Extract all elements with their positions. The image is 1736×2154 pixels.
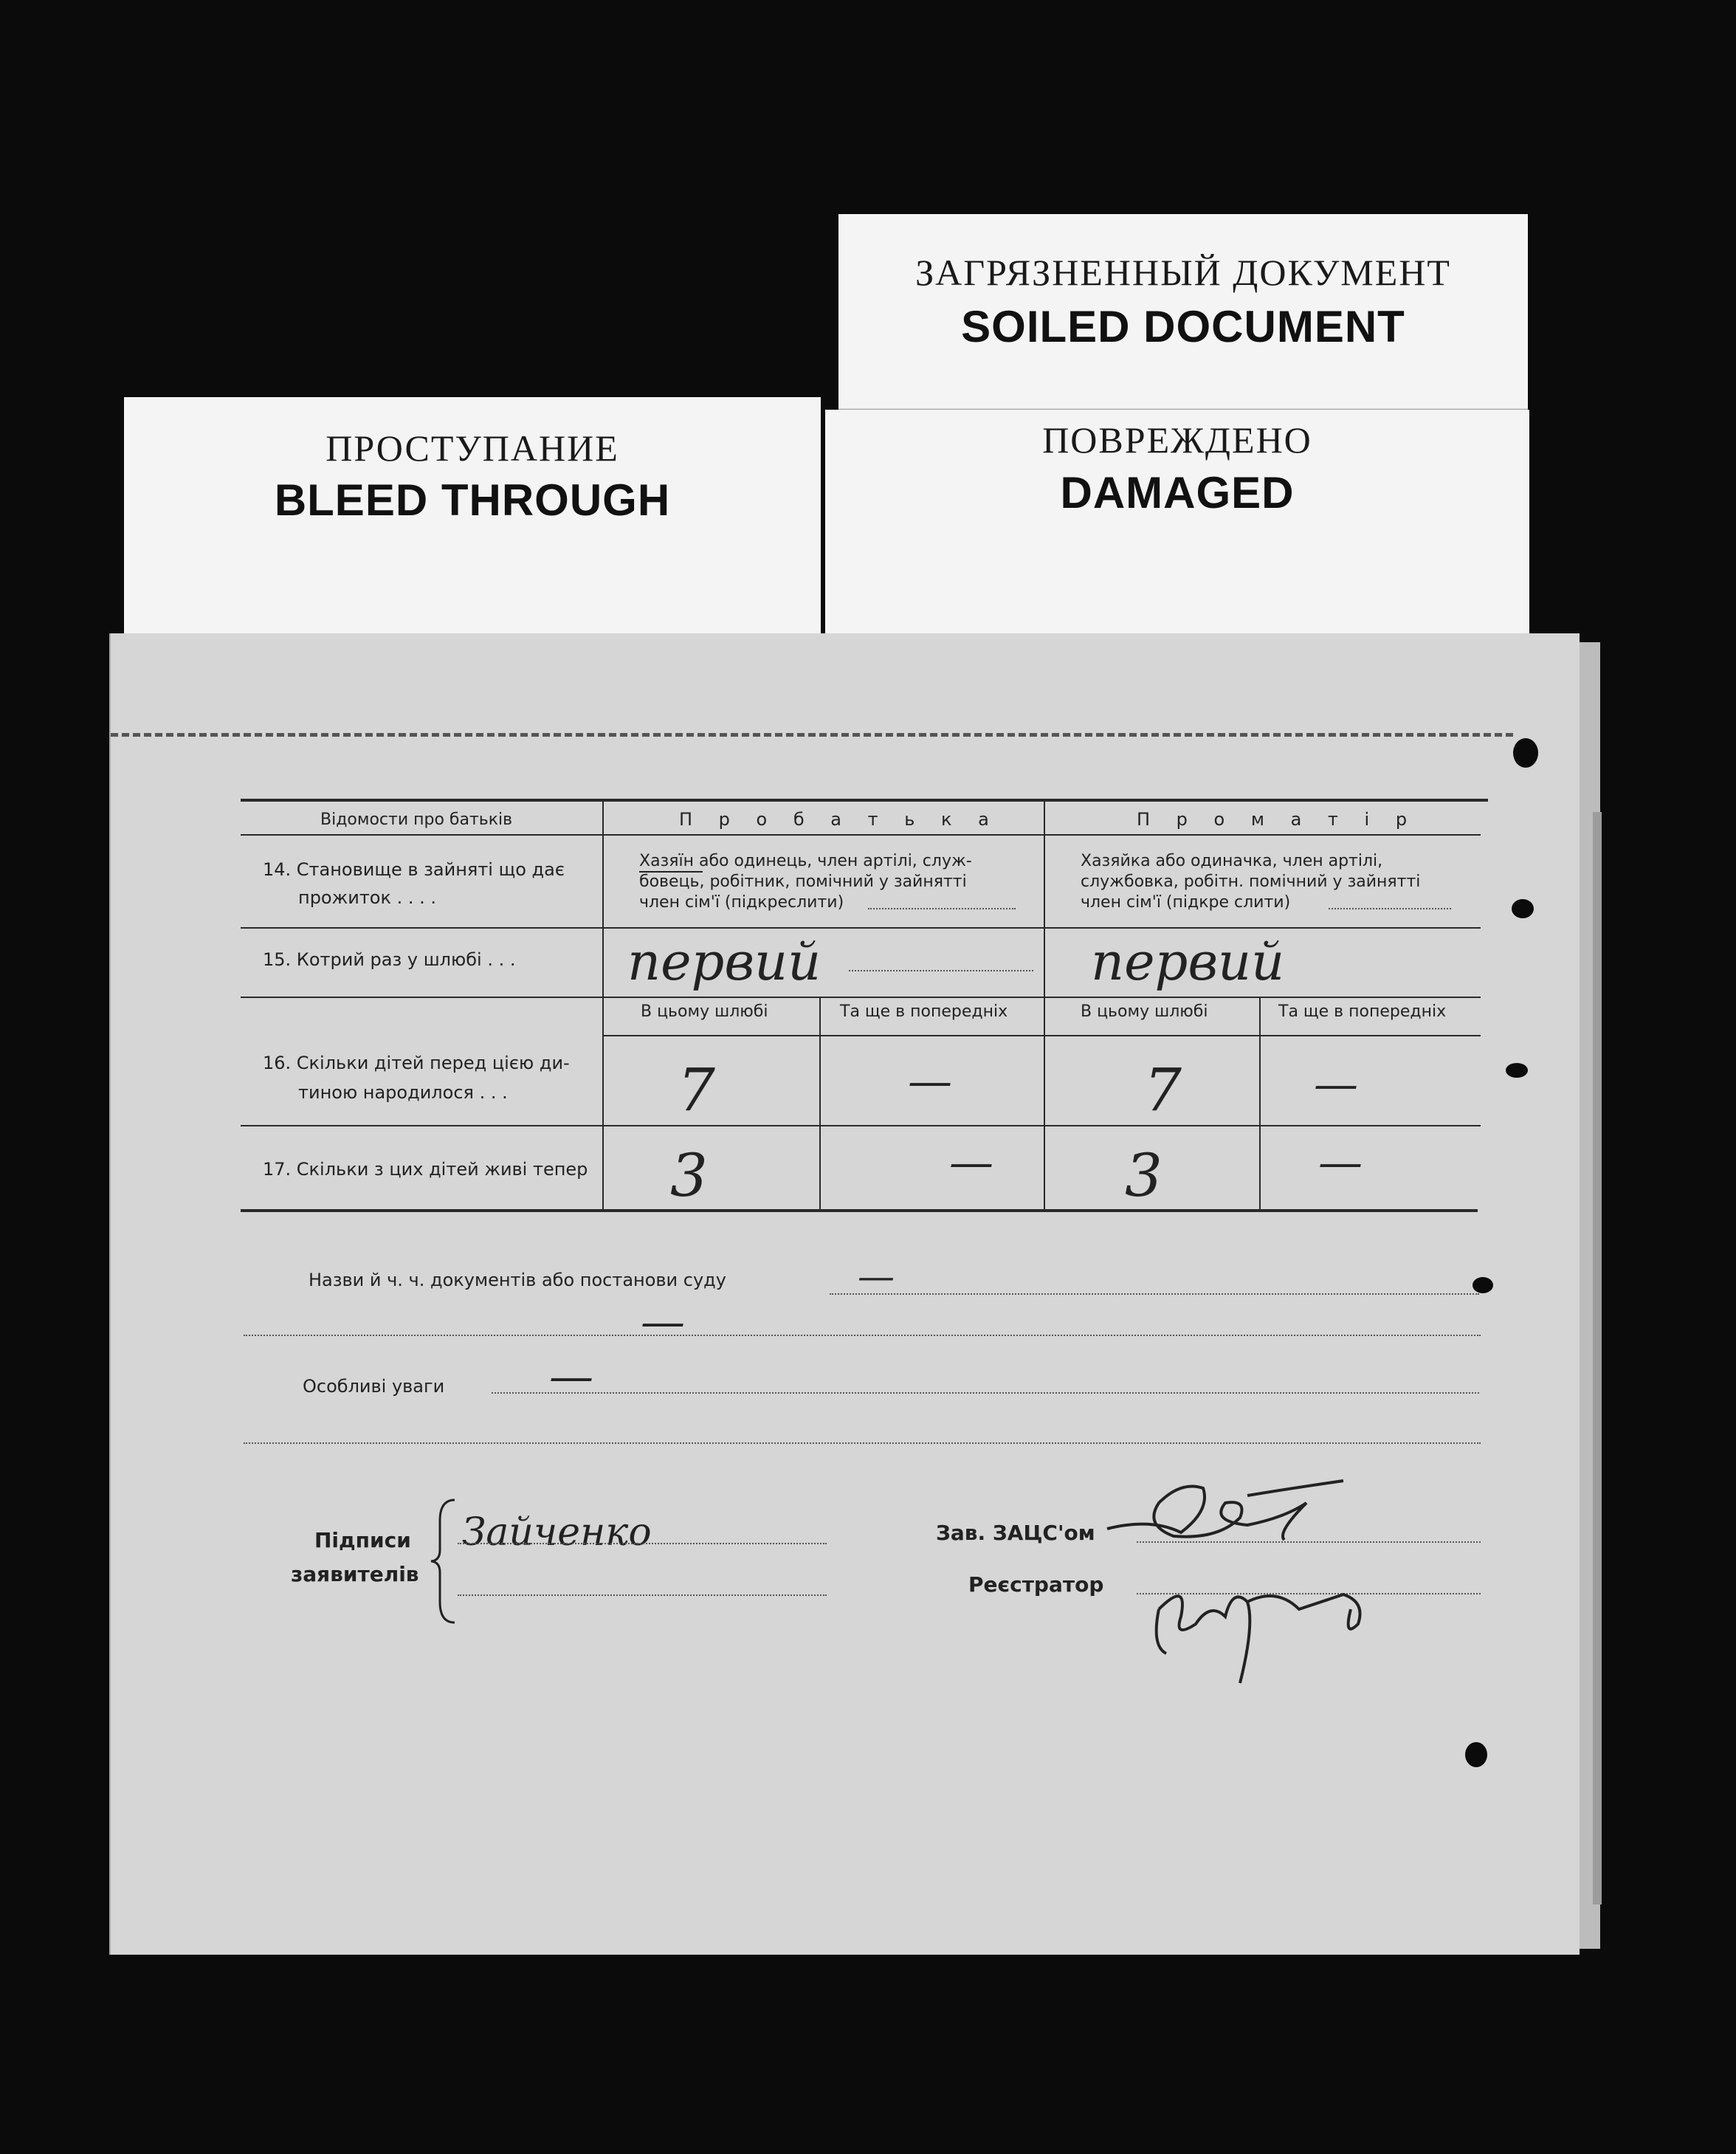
registrar-signature [1144,1558,1380,1690]
bleed-card-en: BLEED THROUGH [274,475,671,525]
soiled-document-card [838,214,1528,413]
row14-label-1: 14. Становище в зайняті що дає [263,859,565,880]
table-row16-rule [241,1125,1481,1126]
row15-label: 15. Котрий раз у шлюбі . . . [263,949,516,970]
row14-father-dots [868,908,1016,909]
row17-label: 17. Скільки з цих дітей живі тепер [263,1159,588,1180]
binder-hole [1472,1277,1493,1293]
applicant-dots-1 [458,1543,827,1544]
row16-mother-this: 7 [1144,1056,1182,1124]
row16-mother-prev: — [1314,1059,1358,1110]
applicant-dots-2 [458,1594,827,1596]
table-bottom-rule [241,1209,1478,1212]
table-col-2 [1044,802,1045,1211]
binder-hole [1465,1742,1487,1767]
row14-mother-2: службовка, робітн. помічний у зайнятті [1081,873,1421,891]
row16-label-1: 16. Скільки дітей перед цією ди- [263,1053,570,1073]
damaged-card [825,410,1529,646]
applicant-signature: Зайченко [462,1510,652,1555]
binder-hole [1512,899,1534,918]
col-header-mother: П р о м а т і р [1137,809,1418,830]
row17-father-prev: — [949,1137,993,1188]
row14-label-2: прожиток . . . . [298,887,437,908]
col-header-father: П р о б а т ь к а [679,809,999,830]
signatures-brace [428,1498,458,1624]
row16-father-prev: — [908,1056,952,1107]
row16-label-2: тиною народилося . . . [298,1082,508,1103]
documents-dots-2 [244,1335,1481,1336]
table-top-rule [241,799,1488,802]
row14-mother-3: член сім'ї (підкре слити) [1081,893,1291,912]
soiled-card-en: SOILED DOCUMENT [961,302,1405,351]
row17-mother-prev: — [1318,1137,1363,1188]
row14-father-2: бовець, робітник, помічний у зайнятті [639,873,967,891]
row16-father-this: 7 [678,1056,715,1124]
row15-father-value: первий [627,932,822,992]
col-header-info: Відомости про батьків [320,811,513,829]
table-col-1 [602,802,604,1211]
table-header-rule [241,834,1481,836]
row15-mother-value: первий [1091,932,1285,992]
notes-label: Особливі уваги [303,1376,445,1397]
signatures-label-1: Підписи [314,1528,411,1552]
notes-value: — [549,1351,593,1403]
perforation-line [111,733,1513,737]
row17-mother-this: 3 [1125,1141,1162,1210]
row14-father-3: член сім'ї (підкреслити) [639,893,844,912]
binder-hole [1513,738,1538,768]
bleed-through-card [124,397,821,648]
table-col-3 [819,998,821,1211]
sub-header-mother-prev: Та ще в попередніх [1278,1002,1447,1021]
head-signature [1100,1466,1365,1555]
sub-header-mother-this: В цьому шлюбі [1081,1002,1208,1021]
documents-value-2: — [641,1296,685,1348]
row14-mother-1: Хазяйка або одиначка, член артілі, [1081,852,1383,870]
table-col-4 [1259,998,1261,1211]
damaged-card-en: DAMAGED [1060,468,1295,517]
bleed-card-ru: ПРОСТУПАНИЕ [326,427,619,469]
sub-header-father-prev: Та ще в попередніх [840,1002,1008,1021]
registrar-label: Реєстратор [968,1572,1104,1597]
notes-dots-1 [492,1392,1479,1394]
binder-hole [1506,1063,1528,1078]
documents-value-1: — [858,1255,895,1298]
table-row15-rule [241,997,1481,998]
soiled-card-ru: ЗАГРЯЗНЕННЫЙ ДОКУМЕНТ [915,252,1451,293]
head-label: Зав. ЗАЦС'ом [936,1521,1095,1545]
documents-label: Назви й ч. ч. документів або постанови суду [309,1270,726,1290]
damaged-card-ru: ПОВРЕЖДЕНО [1042,419,1312,461]
row14-mother-dots [1329,908,1451,909]
table-row14-rule [241,927,1481,929]
row14-father-1: Хазяїн або одинець, член артілі, служ- [639,852,972,870]
notes-dots-2 [244,1442,1481,1444]
signatures-label-2: заявителів [291,1562,419,1586]
sub-header-father-this: В цьому шлюбі [641,1002,768,1021]
documents-dots-1 [830,1293,1479,1295]
sheet-stack-edge-2 [1593,812,1602,1904]
table-sub-rule [604,1035,1481,1036]
row17-father-this: 3 [670,1141,708,1210]
row15-dots [849,970,1033,971]
